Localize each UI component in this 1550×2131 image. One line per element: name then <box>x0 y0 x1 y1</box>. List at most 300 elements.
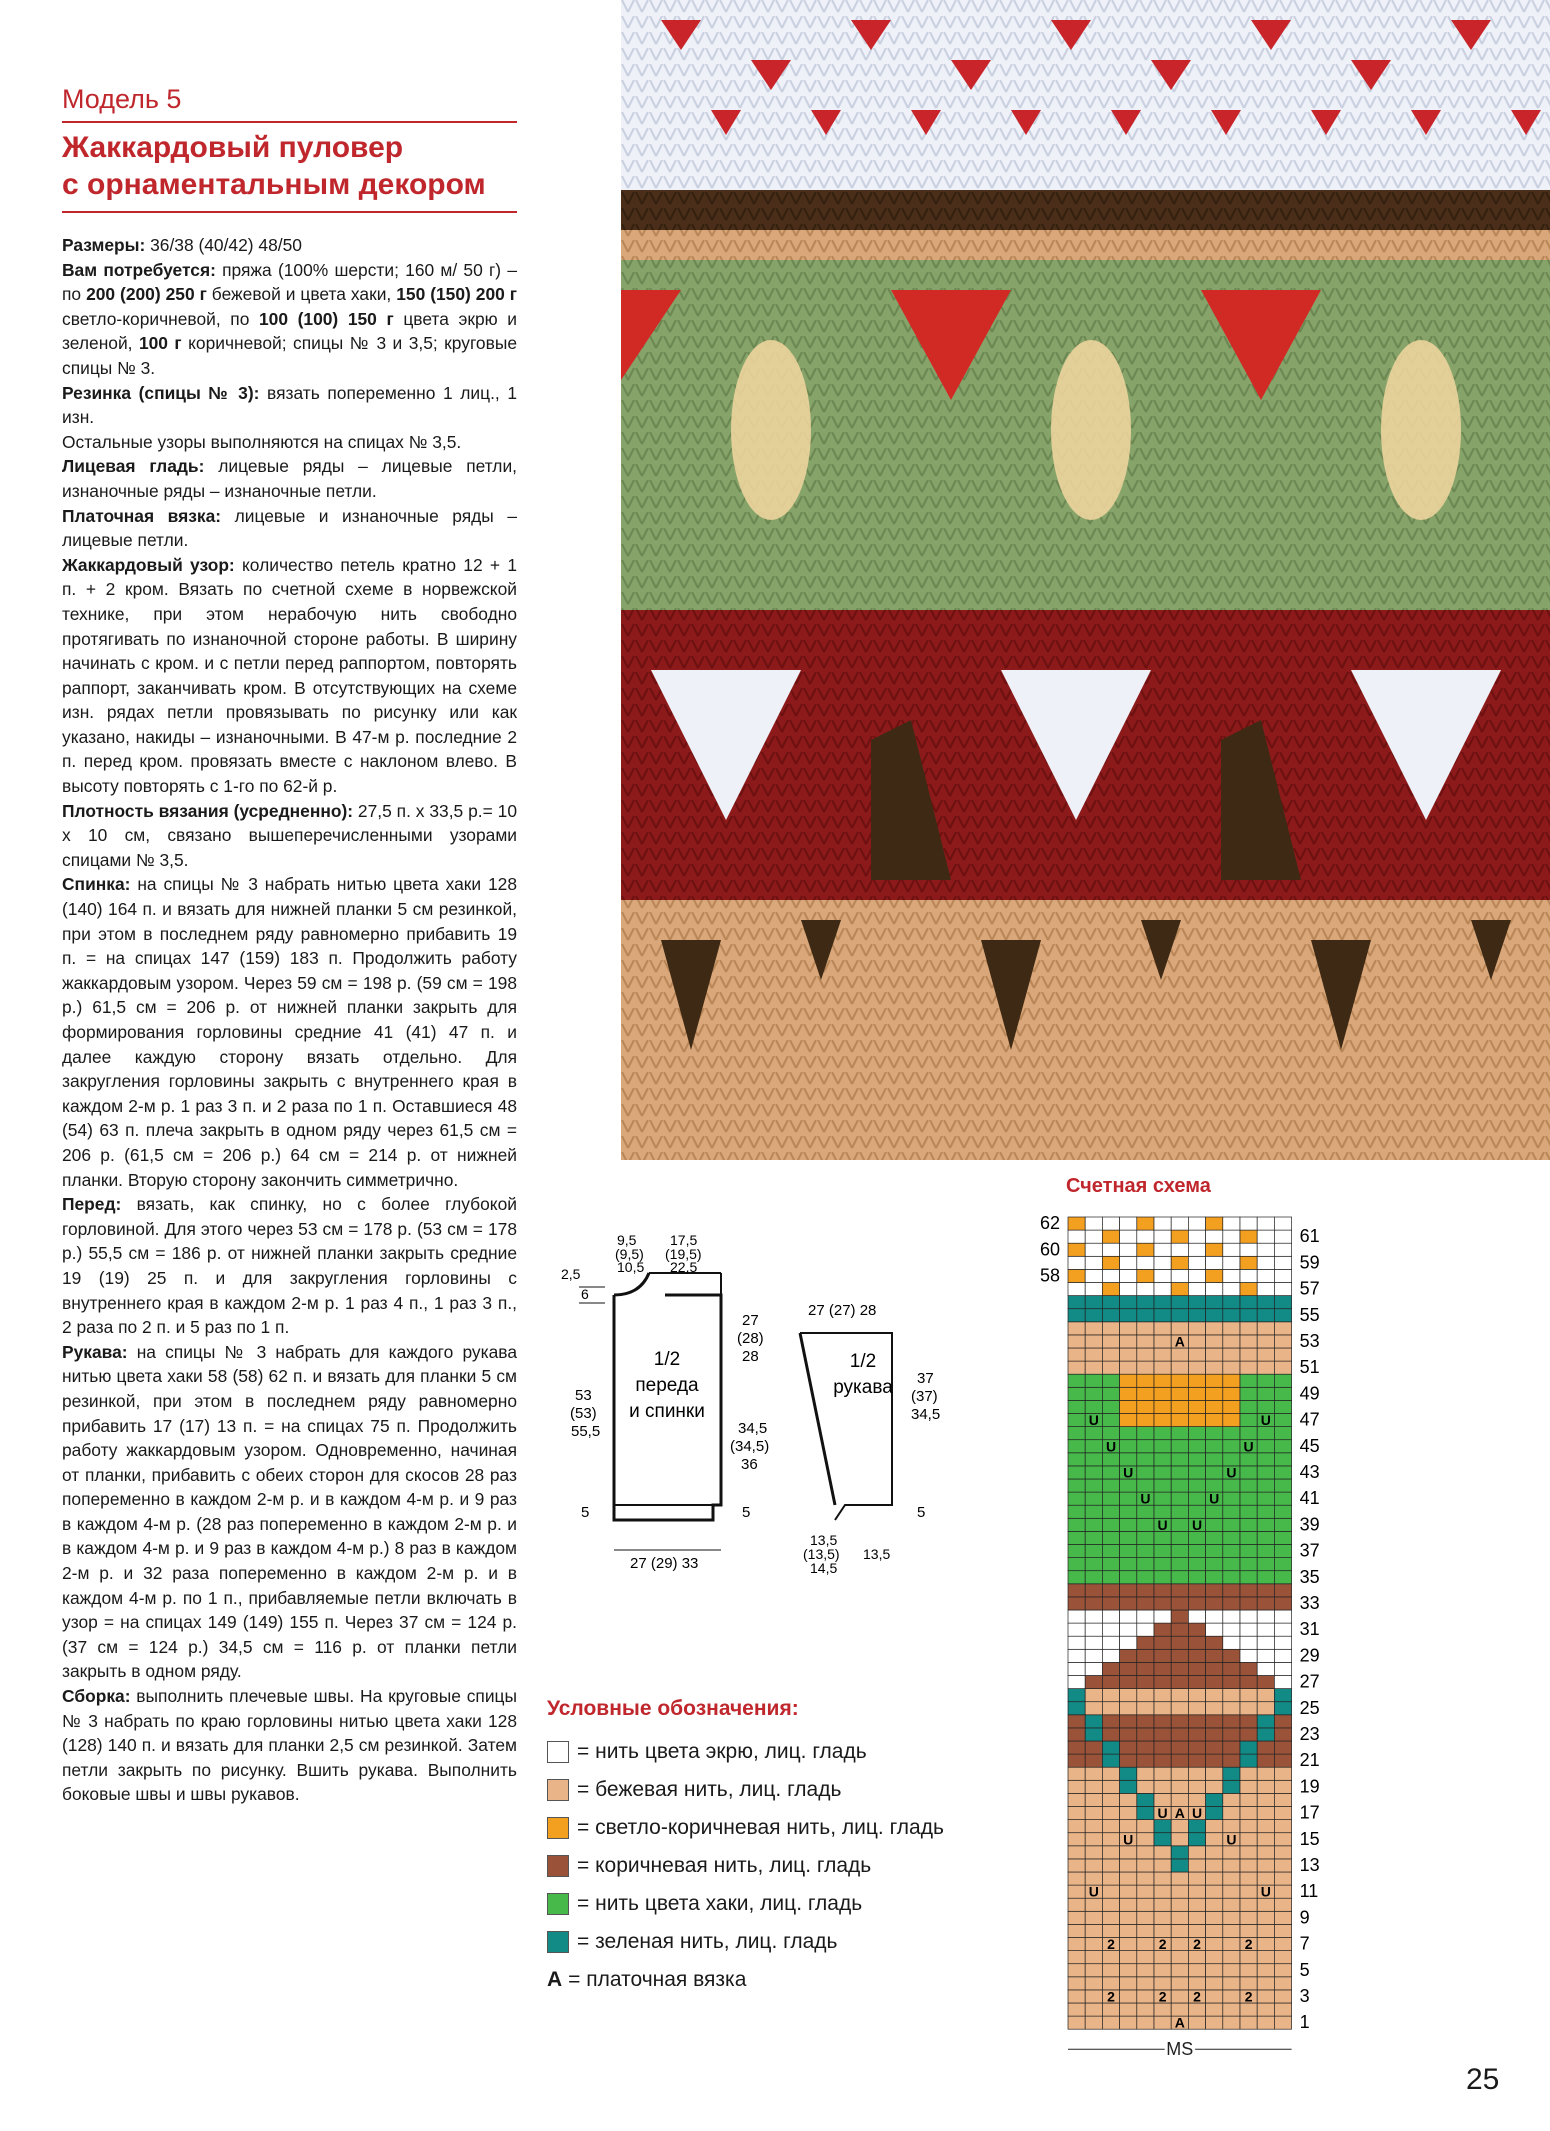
text: на спицы № 3 набрать нитью цвета хаки 128 (140) 164 п. и вязать для нижней планки 5 см резинкой, при этом в последнем ряду равномерно прибавить 19 п. = на спицах 147 (159) 183 п. Продолжить работу жаккардовым узором. Через 59 см = 198 р. (59 см = 198 р.) 61,5 см = 206 р. от нижней планки закрыть для формирования горловины средние 41 (41) 47 п. и далее каждую сторону вязать отдельно. Для закругления горловины закрыть с внутреннего края в каждом 2-м р. 1 раз 3 п. и 2 раза по 1 п. Оставшиеся 48 (54) 63 п. плеча закрыть в одном ряду через 61,5 см = 206 р. (61,5 см = 206 р.) 64 см = 214 р. от нижней планки. Вторую сторону закончить симметрично. <box>62 874 517 1190</box>
chart-cell <box>1102 1374 1119 1387</box>
chart-cell <box>1120 1479 1137 1492</box>
chart-cell <box>1206 1977 1223 1990</box>
chart-cell <box>1240 1898 1257 1911</box>
chart-cell <box>1137 1662 1154 1675</box>
chart-cell <box>1068 1636 1085 1649</box>
chart-cell <box>1188 1453 1205 1466</box>
chart-cell <box>1171 1505 1188 1518</box>
row-label: 29 <box>1299 1645 1320 1666</box>
chart-cell <box>1223 1872 1240 1885</box>
bold-text: 100 (100) 150 г <box>259 308 394 329</box>
chart-cell <box>1137 1833 1154 1846</box>
chart-cell <box>1085 1374 1102 1387</box>
chart-cell <box>1274 1951 1291 1964</box>
chart-cell <box>1085 1676 1102 1689</box>
chart-cell <box>1085 1780 1102 1793</box>
chart-cell <box>1223 1217 1240 1230</box>
chart-cell <box>1223 1636 1240 1649</box>
chart-cell <box>1206 1924 1223 1937</box>
chart-cell <box>1102 1217 1119 1230</box>
row-label: 51 <box>1299 1357 1320 1378</box>
chart-cell <box>1068 1938 1085 1951</box>
chart-cell <box>1188 1584 1205 1597</box>
legend <box>547 1697 1027 1999</box>
chart-cell <box>1120 1256 1137 1269</box>
chart-cell <box>1068 1885 1085 1898</box>
dim-sleeve-c: 34,5 <box>911 1406 941 1423</box>
cross-symbol: 2 <box>1107 1988 1115 2005</box>
neck-curve <box>614 1273 649 1295</box>
chart-cell <box>1206 1414 1223 1427</box>
chart-cell <box>1274 1872 1291 1885</box>
row-label: 55 <box>1299 1304 1320 1325</box>
chart-cell <box>1085 1322 1102 1335</box>
chart-cell <box>1154 1951 1171 1964</box>
chart-cell <box>1154 1309 1171 1322</box>
chart-cell <box>1171 1361 1188 1374</box>
chart-cell <box>1240 1767 1257 1780</box>
chart-cell <box>1068 1990 1085 2003</box>
chart-cell <box>1188 1911 1205 1924</box>
chart-cell <box>1206 1833 1223 1846</box>
cross-symbol: 2 <box>1107 1936 1115 1953</box>
chart-cell <box>1068 1951 1085 1964</box>
chart-cell <box>1223 1518 1240 1531</box>
label: Лицевая гладь: <box>62 456 205 477</box>
chart-cell <box>1068 1400 1085 1413</box>
chart-cell <box>1257 1715 1274 1728</box>
chart-cell <box>1171 1414 1188 1427</box>
chart-cell <box>1137 1387 1154 1400</box>
chart-cell <box>1102 1414 1119 1427</box>
chart-cell <box>1240 1348 1257 1361</box>
chart-cell <box>1085 2016 1102 2029</box>
chart-cell <box>1102 1715 1119 1728</box>
chart-cell <box>1274 1453 1291 1466</box>
chart-cell <box>1068 1793 1085 1806</box>
chart-cell <box>1257 1571 1274 1584</box>
chart-cell <box>1240 1322 1257 1335</box>
chart-cell <box>1154 1348 1171 1361</box>
chart-cell <box>1137 1924 1154 1937</box>
chart-cell <box>1137 1610 1154 1623</box>
yarn-over-symbol: U <box>1243 1438 1254 1455</box>
chart-cell <box>1274 1780 1291 1793</box>
chart-cell <box>1068 1505 1085 1518</box>
chart-cell <box>1137 1427 1154 1440</box>
chart-cell <box>1206 1610 1223 1623</box>
para-front <box>62 1192 517 1340</box>
chart-cell <box>1171 1898 1188 1911</box>
chart-cell <box>1188 1649 1205 1662</box>
chart-cell <box>1120 1283 1137 1296</box>
chart-cell <box>1240 1807 1257 1820</box>
chart-cell <box>1120 1754 1137 1767</box>
chart-cell <box>1171 1387 1188 1400</box>
chart-cell <box>1257 1846 1274 1859</box>
chart-cell <box>1206 1558 1223 1571</box>
chart-cell <box>1274 1558 1291 1571</box>
chart-cell <box>1137 1793 1154 1806</box>
chart-cell <box>1171 1938 1188 1951</box>
chart-cell <box>1223 1702 1240 1715</box>
chart-cell <box>1120 1780 1137 1793</box>
chart-cell <box>1154 1846 1171 1859</box>
chart-cell <box>1188 1440 1205 1453</box>
chart-cell <box>1257 1518 1274 1531</box>
chart-cell <box>1085 1911 1102 1924</box>
chart-cell <box>1257 1427 1274 1440</box>
chart-cell <box>1120 1938 1137 1951</box>
chart-cell <box>1206 1466 1223 1479</box>
chart-cell <box>1240 1296 1257 1309</box>
row-label: 37 <box>1299 1540 1320 1561</box>
chart-cell <box>1085 1702 1102 1715</box>
chart-cell <box>1068 1610 1085 1623</box>
text: лицевые ряды – лицевые петли, изнаночные ряды – изнаночные петли. <box>62 456 517 501</box>
chart-cell <box>1171 1689 1188 1702</box>
chart-cell <box>1102 1662 1119 1675</box>
chart-cell <box>1206 1309 1223 1322</box>
chart-cell <box>1240 1584 1257 1597</box>
chart-cell <box>1240 1217 1257 1230</box>
text: пряжа (100% шерсти; 160 м/ 50 г) – по <box>62 259 517 305</box>
chart-cell <box>1171 1374 1188 1387</box>
chart-cell <box>1188 1427 1205 1440</box>
chart-cell <box>1257 1387 1274 1400</box>
instructions <box>62 233 517 1807</box>
chart-cell <box>1154 1256 1171 1269</box>
chart-cell <box>1274 1911 1291 1924</box>
chart-cell <box>1188 1348 1205 1361</box>
chart-cell <box>1188 1741 1205 1754</box>
chart-cell <box>1274 1269 1291 1282</box>
chart-cell <box>1068 1414 1085 1427</box>
chart-cell <box>1120 1400 1137 1413</box>
chart-cell <box>1085 1440 1102 1453</box>
legend-text: = светло-коричневая нить, лиц. гладь <box>577 1816 944 1839</box>
chart-cell <box>1137 1859 1154 1872</box>
chart-cell <box>1085 1636 1102 1649</box>
chart-cell <box>1171 1977 1188 1990</box>
chart-cell <box>1171 1951 1188 1964</box>
label-body-1: 1/2 <box>653 1349 681 1370</box>
legend-text: = платочная вязка <box>568 1968 747 1991</box>
row-label: 41 <box>1299 1488 1320 1509</box>
chart-cell <box>1188 1230 1205 1243</box>
chart-cell <box>1223 1492 1240 1505</box>
chart-cell <box>1085 1597 1102 1610</box>
chart-cell <box>1257 1807 1274 1820</box>
chart-cell <box>1206 2003 1223 2016</box>
chart-cell <box>1188 1217 1205 1230</box>
dim-rib-left: 5 <box>581 1504 590 1521</box>
chart-cell <box>1206 1964 1223 1977</box>
chart-cell <box>1206 1256 1223 1269</box>
chart-cell <box>1223 1531 1240 1544</box>
chart-cell <box>1120 1924 1137 1937</box>
chart-cell <box>1085 1715 1102 1728</box>
chart-cell <box>1120 1951 1137 1964</box>
chart-cell <box>1171 1964 1188 1977</box>
cross-symbol: 2 <box>1193 1988 1201 2005</box>
chart-cell <box>1206 1754 1223 1767</box>
para-garter <box>62 504 517 553</box>
dim-cuff-a: 13,5 <box>810 1532 838 1548</box>
chart-cell <box>1085 1951 1102 1964</box>
chart-cell <box>1274 1309 1291 1322</box>
yarn-over-symbol: U <box>1123 1464 1134 1481</box>
chart-cell <box>1188 1256 1205 1269</box>
chart-cell <box>1068 1243 1085 1256</box>
chart-cell <box>1274 1479 1291 1492</box>
chart-cell <box>1120 1741 1137 1754</box>
chart-cell <box>1068 1715 1085 1728</box>
chart-cell <box>1223 1885 1240 1898</box>
chart-cell <box>1206 1859 1223 1872</box>
chart-cell <box>1274 1793 1291 1806</box>
text: лицевые и изнаночные ряды – лицевые петли. <box>62 505 517 551</box>
chart-cell <box>1206 1584 1223 1597</box>
chart-cell <box>1206 1793 1223 1806</box>
chart-cell <box>1223 1859 1240 1872</box>
chart-cell <box>1102 1584 1119 1597</box>
chart-cell <box>1120 1898 1137 1911</box>
chart-cell <box>1206 1741 1223 1754</box>
chart-cell <box>1102 1453 1119 1466</box>
chart-cell <box>1257 1820 1274 1833</box>
chart-cell <box>1240 1230 1257 1243</box>
chart-cell <box>1171 1702 1188 1715</box>
chart-cell <box>1274 1256 1291 1269</box>
chart-cell <box>1206 1820 1223 1833</box>
legend-item <box>547 1771 1027 1809</box>
chart-cell <box>1188 1872 1205 1885</box>
chart-cell <box>1240 1715 1257 1728</box>
chart-cell <box>1240 1400 1257 1413</box>
chart-cell <box>1223 1335 1240 1348</box>
chart-cell <box>1274 1230 1291 1243</box>
chart-cell <box>1274 1702 1291 1715</box>
chart-cell <box>1120 1322 1137 1335</box>
chart-cell <box>1085 1545 1102 1558</box>
dim-height-a: 53 <box>575 1387 592 1404</box>
chart-cell <box>1257 1911 1274 1924</box>
chart-cell <box>1188 1702 1205 1715</box>
chart-cell <box>1206 1283 1223 1296</box>
chart-cell <box>1085 1466 1102 1479</box>
chart-cell <box>1274 1807 1291 1820</box>
sleeve-edge <box>800 1333 835 1505</box>
chart-cell <box>1188 1571 1205 1584</box>
chart-cell <box>1223 1505 1240 1518</box>
chart-cell <box>1257 1296 1274 1309</box>
chart-cell <box>1171 1400 1188 1413</box>
chart-cell <box>1171 1531 1188 1544</box>
dim-shoulder-top: 17,5 <box>670 1232 698 1248</box>
chart-cell <box>1085 1217 1102 1230</box>
chart-cell <box>1223 1610 1240 1623</box>
chart-cell <box>1188 1728 1205 1741</box>
chart-cell <box>1240 1951 1257 1964</box>
row-label: 43 <box>1299 1462 1320 1482</box>
dim-sleeve-a: 37 <box>917 1370 934 1387</box>
chart-cell <box>1068 1531 1085 1544</box>
chart-cell <box>1102 1296 1119 1309</box>
row-label: 53 <box>1299 1331 1320 1351</box>
chart-cell <box>1274 1466 1291 1479</box>
label: Жаккардовый узор: <box>62 554 235 575</box>
chart-cell <box>1206 1911 1223 1924</box>
chart-cell <box>1223 1767 1240 1780</box>
chart-cell <box>1240 1689 1257 1702</box>
chart-cell <box>1274 1938 1291 1951</box>
chart-cell <box>1068 1597 1085 1610</box>
chart-cell <box>1068 1427 1085 1440</box>
label: Платочная вязка: <box>62 505 222 526</box>
garter-symbol: А <box>1174 2014 1185 2031</box>
chart-cell <box>1223 1938 1240 1951</box>
garter-symbol: А <box>1174 1333 1185 1350</box>
dim-shoulder-bot: 22,5 <box>670 1259 698 1275</box>
chart-cell <box>1120 1558 1137 1571</box>
chart-cell <box>1085 1623 1102 1636</box>
legend-item <box>547 1809 1027 1847</box>
chart-cell <box>1257 1951 1274 1964</box>
chart-cell <box>1068 1296 1085 1309</box>
chart-cell <box>1171 1571 1188 1584</box>
chart-cell <box>1120 1505 1137 1518</box>
dim-neck-top: 9,5 <box>617 1232 637 1248</box>
chart-cell <box>1188 1309 1205 1322</box>
chart-cell <box>1068 1780 1085 1793</box>
chart-cell <box>1120 1977 1137 1990</box>
chart-cell <box>1068 1545 1085 1558</box>
chart-cell <box>1085 1479 1102 1492</box>
chart-cell <box>1188 1833 1205 1846</box>
chart-cell <box>1206 1767 1223 1780</box>
chart-cell <box>1240 1754 1257 1767</box>
chart-cell <box>1068 1584 1085 1597</box>
label-sleeve-2: рукава <box>833 1377 893 1398</box>
chart-cell <box>1188 1780 1205 1793</box>
chart-cell <box>1120 1492 1137 1505</box>
chart-cell <box>1206 1296 1223 1309</box>
chart-cell <box>1257 1767 1274 1780</box>
chart-cell <box>1274 1885 1291 1898</box>
chart-cell <box>1154 1296 1171 1309</box>
chart-cell <box>1240 1872 1257 1885</box>
chart-cell <box>1206 1807 1223 1820</box>
row-label-left: 58 <box>1040 1265 1061 1286</box>
chart-cell <box>1188 1479 1205 1492</box>
chart-cell <box>1171 1911 1188 1924</box>
chart-cell <box>1068 1964 1085 1977</box>
chart-cell <box>1171 1296 1188 1309</box>
chart-cell <box>1068 1676 1085 1689</box>
chart-cell <box>1240 1662 1257 1675</box>
yarn-over-symbol: U <box>1260 1412 1271 1429</box>
label-body-3: и спинки <box>629 1401 705 1422</box>
para-need <box>62 258 517 381</box>
ms-label: MS <box>1166 2039 1194 2060</box>
chart-cell <box>1137 1754 1154 1767</box>
chart-cell <box>1137 1780 1154 1793</box>
chart-cell <box>1257 1558 1274 1571</box>
chart-cell <box>1085 1531 1102 1544</box>
chart-cell <box>1085 1689 1102 1702</box>
chart-cell <box>1137 1741 1154 1754</box>
chart-cell <box>1085 1518 1102 1531</box>
text: 27,5 п. х 33,5 р.= 10 х 10 см, связано вышеперечисленными узорами спицами № 3,5. <box>62 800 517 870</box>
chart-cell <box>1206 1400 1223 1413</box>
row-label: 45 <box>1299 1435 1320 1456</box>
row-label: 23 <box>1299 1724 1320 1744</box>
chart-cell <box>1188 1414 1205 1427</box>
chart-cell <box>1068 1348 1085 1361</box>
chart-cell <box>1188 1820 1205 1833</box>
chart-cell <box>1274 1990 1291 2003</box>
legend-text: = зеленая нить, лиц. гладь <box>577 1930 838 1953</box>
chart-cell <box>1102 1479 1119 1492</box>
chart-cell <box>1154 1283 1171 1296</box>
chart-cell <box>1102 1269 1119 1282</box>
chart-cell <box>1240 1309 1257 1322</box>
chart-cell <box>1068 1767 1085 1780</box>
dim-side-c: 36 <box>741 1456 758 1473</box>
label-body-2: переда <box>635 1375 699 1396</box>
dim-side-b: (34,5) <box>730 1438 770 1455</box>
label: Вам потребуется: <box>62 259 216 280</box>
row-label: 19 <box>1299 1776 1320 1797</box>
chart-cell <box>1188 1767 1205 1780</box>
chart-cell <box>1102 1335 1119 1348</box>
chart-cell <box>1240 1780 1257 1793</box>
chart-cell <box>1240 1414 1257 1427</box>
chart-cell <box>1240 1269 1257 1282</box>
chart-cell <box>1223 1584 1240 1597</box>
chart-cell <box>1188 1689 1205 1702</box>
chart-cell <box>1154 1479 1171 1492</box>
chart-cell <box>1223 1951 1240 1964</box>
chart-cell <box>1223 1256 1240 1269</box>
yarn-over-symbol: U <box>1088 1883 1099 1900</box>
legend-text: = бежевая нить, лиц. гладь <box>577 1778 842 1801</box>
chart-cell <box>1102 1911 1119 1924</box>
cross-symbol: 2 <box>1158 1936 1167 1953</box>
chart-cell <box>1240 1833 1257 1846</box>
chart-cell <box>1102 1820 1119 1833</box>
row-label: 15 <box>1299 1828 1320 1849</box>
chart-cell <box>1274 1741 1291 1754</box>
chart-cell <box>1206 1531 1223 1544</box>
chart-cell <box>1188 1859 1205 1872</box>
chart-cell <box>1120 1545 1137 1558</box>
chart-cell <box>1223 1558 1240 1571</box>
chart-cell <box>1206 1597 1223 1610</box>
chart-cell <box>1206 1545 1223 1558</box>
chart-cell <box>1154 1610 1171 1623</box>
chart-cell <box>1223 1741 1240 1754</box>
chart-cell <box>1154 1728 1171 1741</box>
para-stockinette <box>62 454 517 503</box>
chart-cell <box>1223 1623 1240 1636</box>
chart-cell <box>1274 1649 1291 1662</box>
dim-neck-bot: 10,5 <box>617 1259 645 1275</box>
chart-cell <box>1068 2003 1085 2016</box>
chart-cell <box>1120 2003 1137 2016</box>
chart-cell <box>1274 2016 1291 2029</box>
